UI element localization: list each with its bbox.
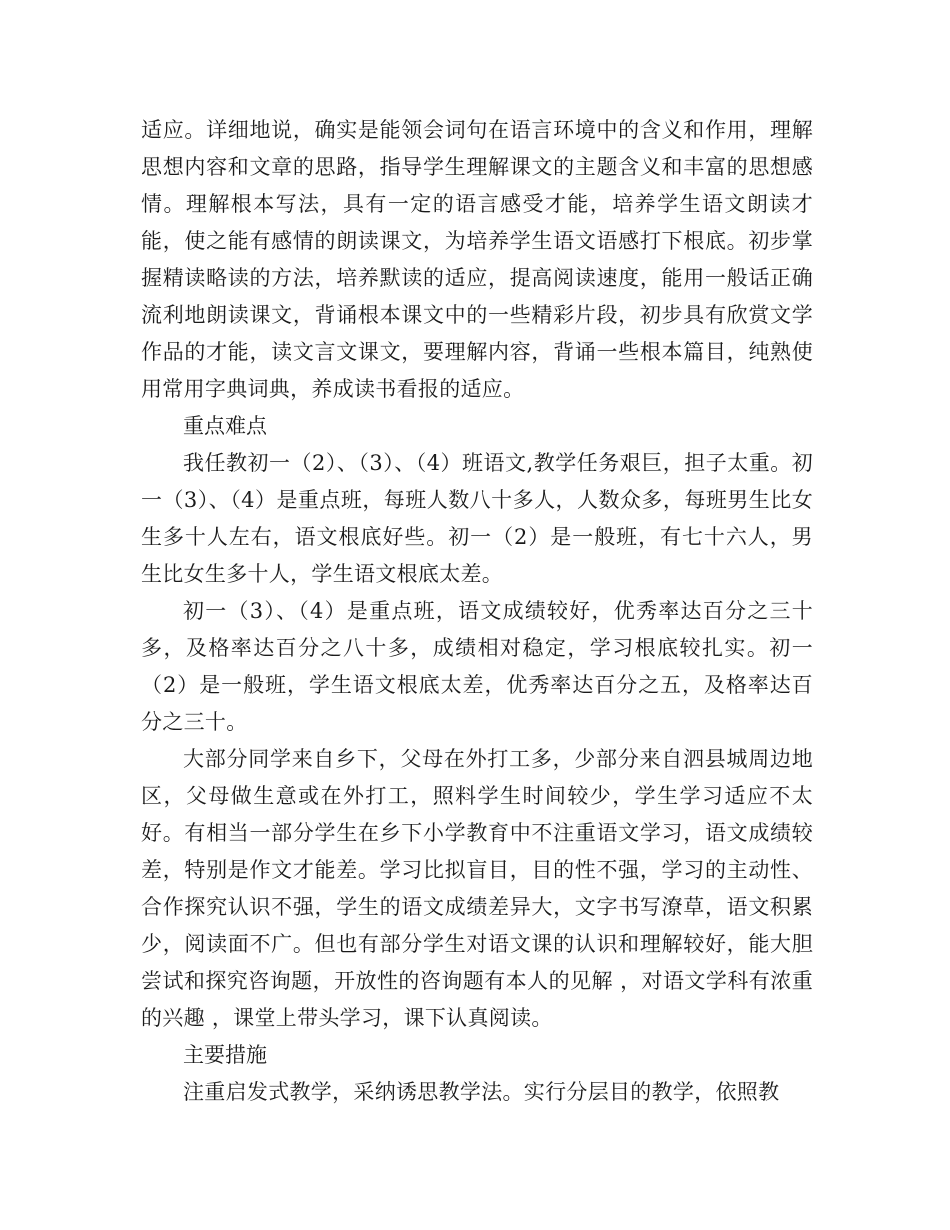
section-heading-key-difficulties: 重点难点 — [183, 414, 267, 438]
document-page — [141, 112, 813, 1111]
paragraph-reading-goals: 适应。详细地说，确实是能领会词句在语言环境中的含义和作用，理解思想内容和文章的思路，指导学生理解课文的主题含义和丰富的思想感情。理解根本写法，具有一定的语言感受才能，培养学生语文朗读才能，使之能有感情的朗读课文，为培养学生语文语感打下根底。初步掌握精读略读的方法，培养默读的适应，提高阅读速度，能用一般话正确流利地朗读课文，背诵根本课文中的一些精彩片段，初步具有欣赏文学作品的才能，读文言文课文，要理解内容，背诵一些根本篇目，纯熟使用常用字典词典，养成读书看报的适应。 — [141, 118, 813, 401]
paragraph-class-performance: 初一（3）、（4）是重点班，语文成绩较好，优秀率达百分之三十多，及格率达百分之八十多，成绩相对稳定，学习根底较扎实。初一（2）是一般班，学生语文根底太差，优秀率达百分之五，及格率达百分之三十。 — [141, 599, 813, 734]
paragraph-teaching-method: 注重启发式教学，采纳诱思教学法。实行分层目的教学，依照教 — [183, 1080, 780, 1104]
paragraph-class-overview: 我任教初一（2）、（3）、（4）班语文,教学任务艰巨，担子太重。初一（3）、（4）是重点班，每班人数八十多人，人数众多，每班男生比女生多十人左右，语文根底好些。初一（2）是一般班，有七十六人，男生比女生多十人，学生语文根底太差。 — [141, 451, 813, 586]
paragraph-student-background: 大部分同学来自乡下，父母在外打工多，少部分来自泗县城周边地区，父母做生意或在外打工，照料学生时间较少，学生学习适应不太好。有相当一部分学生在乡下小学教育中不注重语文学习，语文成绩较差，特别是作文才能差。学习比拟盲目，目的性不强，学习的主动性、合作探究认识不强，学生的语文成绩差异大，文字书写潦草，语文积累少，阅读面不广。但也有部分学生对语文课的认识和理解较好，能大胆尝试和探究咨询题，开放性的咨询题有本人的见解 ，对语文学科有浓重的兴趣 ，课堂上带头学习，课下认真阅读。 — [141, 747, 813, 1030]
section-heading-main-measures: 主要措施 — [183, 1043, 267, 1067]
